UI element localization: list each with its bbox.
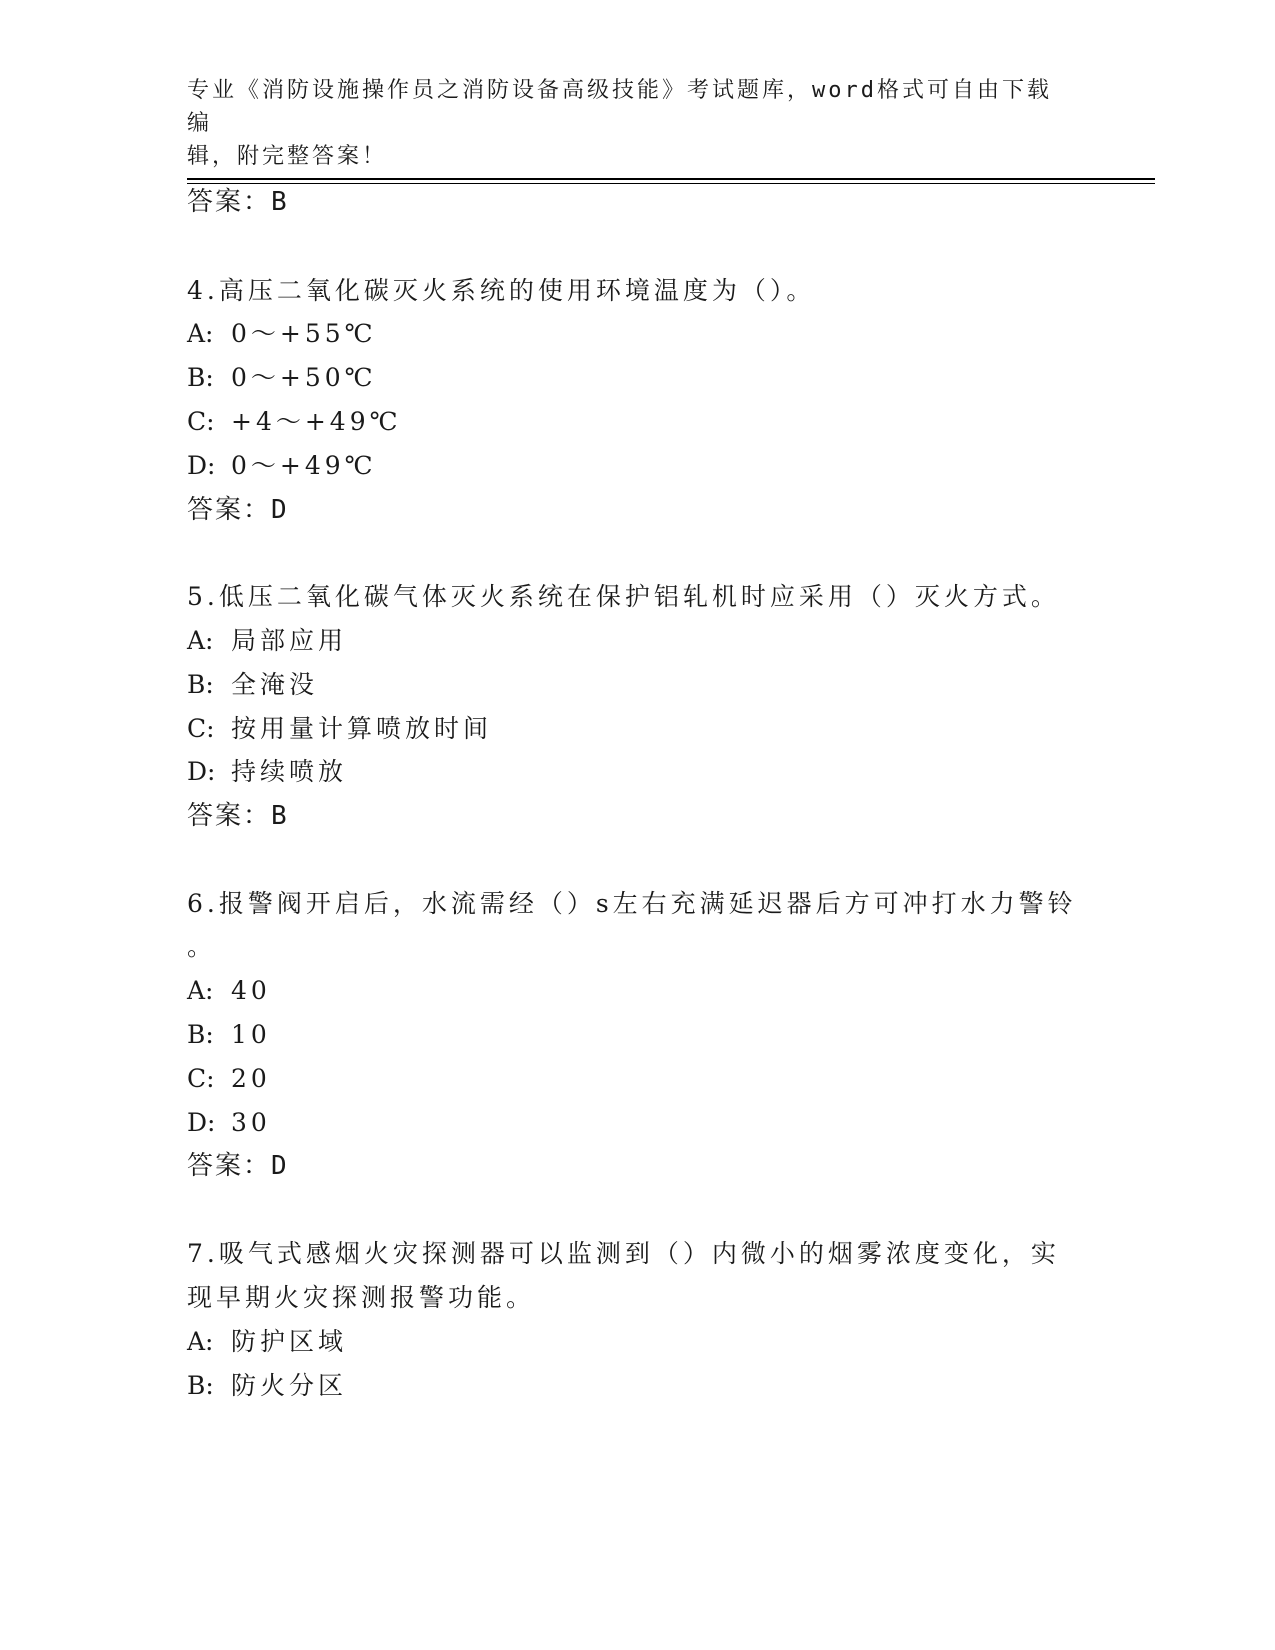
question-7-stem: 7.吸气式感烟火灾探测器可以监测到（）内微小的烟雾浓度变化，实 — [187, 1239, 1060, 1268]
header-line-2: 辑，附完整答案！ — [187, 144, 388, 169]
question-4-stem: 4.高压二氧化碳灭火系统的使用环境温度为（）。 — [187, 276, 816, 305]
question-4-option-c — [187, 406, 402, 438]
question-4-option-d — [187, 450, 377, 482]
option-letter: D: — [187, 757, 216, 786]
question-6-answer: 答案：D — [187, 1151, 289, 1181]
option-text: 按用量计算喷放时间 — [231, 714, 493, 743]
header-line-1: 专业《消防设施操作员之消防设备高级技能》考试题库，word格式可自由下载编 — [187, 78, 1052, 136]
option-letter: C: — [187, 407, 215, 436]
option-letter: C: — [187, 714, 215, 743]
question-5-option-c — [187, 713, 492, 745]
question-5-option-b — [187, 669, 318, 701]
question-4-answer: 答案：D — [187, 495, 289, 525]
option-text: 30 — [231, 1108, 271, 1137]
option-text: 40 — [231, 976, 271, 1005]
question-7-stem-continued: 现早期火灾探测报警功能。 — [187, 1283, 536, 1312]
option-text: 0～+50℃ — [231, 363, 377, 392]
question-6-option-b — [187, 1019, 271, 1051]
header-divider — [187, 178, 1155, 180]
option-letter: A: — [187, 319, 214, 348]
question-4-option-a — [187, 318, 377, 350]
question-5-option-d — [187, 756, 347, 788]
option-letter: B: — [187, 363, 214, 392]
question-6-option-d — [187, 1107, 271, 1139]
option-letter: B: — [187, 1371, 214, 1400]
option-text: +4～+49℃ — [231, 407, 402, 436]
option-letter: A: — [187, 626, 214, 655]
question-7-option-a — [187, 1326, 347, 1358]
option-letter: D: — [187, 451, 216, 480]
document-header — [187, 74, 1067, 173]
question-7-option-b — [187, 1370, 347, 1402]
option-text: 10 — [231, 1020, 271, 1049]
option-letter: B: — [187, 1020, 214, 1049]
question-5-stem: 5.低压二氧化碳气体灭火系统在保护铝轧机时应采用（）灭火方式。 — [187, 582, 1060, 611]
option-text: 20 — [231, 1064, 271, 1093]
question-6-option-c — [187, 1063, 271, 1095]
question-5-option-a — [187, 625, 347, 657]
question-6-stem: 6.报警阀开启后，水流需经（）s左右充满延迟器后方可冲打水力警铃 — [187, 889, 1077, 918]
question-5-answer: 答案：B — [187, 801, 289, 831]
option-text: 持续喷放 — [231, 757, 348, 786]
option-text: 防火分区 — [231, 1371, 348, 1400]
option-text: 0～+55℃ — [231, 319, 377, 348]
previous-answer: 答案：B — [187, 187, 289, 217]
option-text: 0～+49℃ — [231, 451, 377, 480]
option-letter: D: — [187, 1108, 216, 1137]
question-6-stem-continued: 。 — [187, 932, 217, 961]
option-letter: A: — [187, 1327, 214, 1356]
option-text: 局部应用 — [231, 626, 348, 655]
option-letter: A: — [187, 976, 214, 1005]
question-6-option-a — [187, 975, 271, 1007]
option-text: 防护区域 — [231, 1327, 348, 1356]
header-divider-thin — [187, 183, 1155, 184]
option-text: 全淹没 — [231, 670, 319, 699]
question-4-option-b — [187, 362, 377, 394]
option-letter: B: — [187, 670, 214, 699]
option-letter: C: — [187, 1064, 215, 1093]
